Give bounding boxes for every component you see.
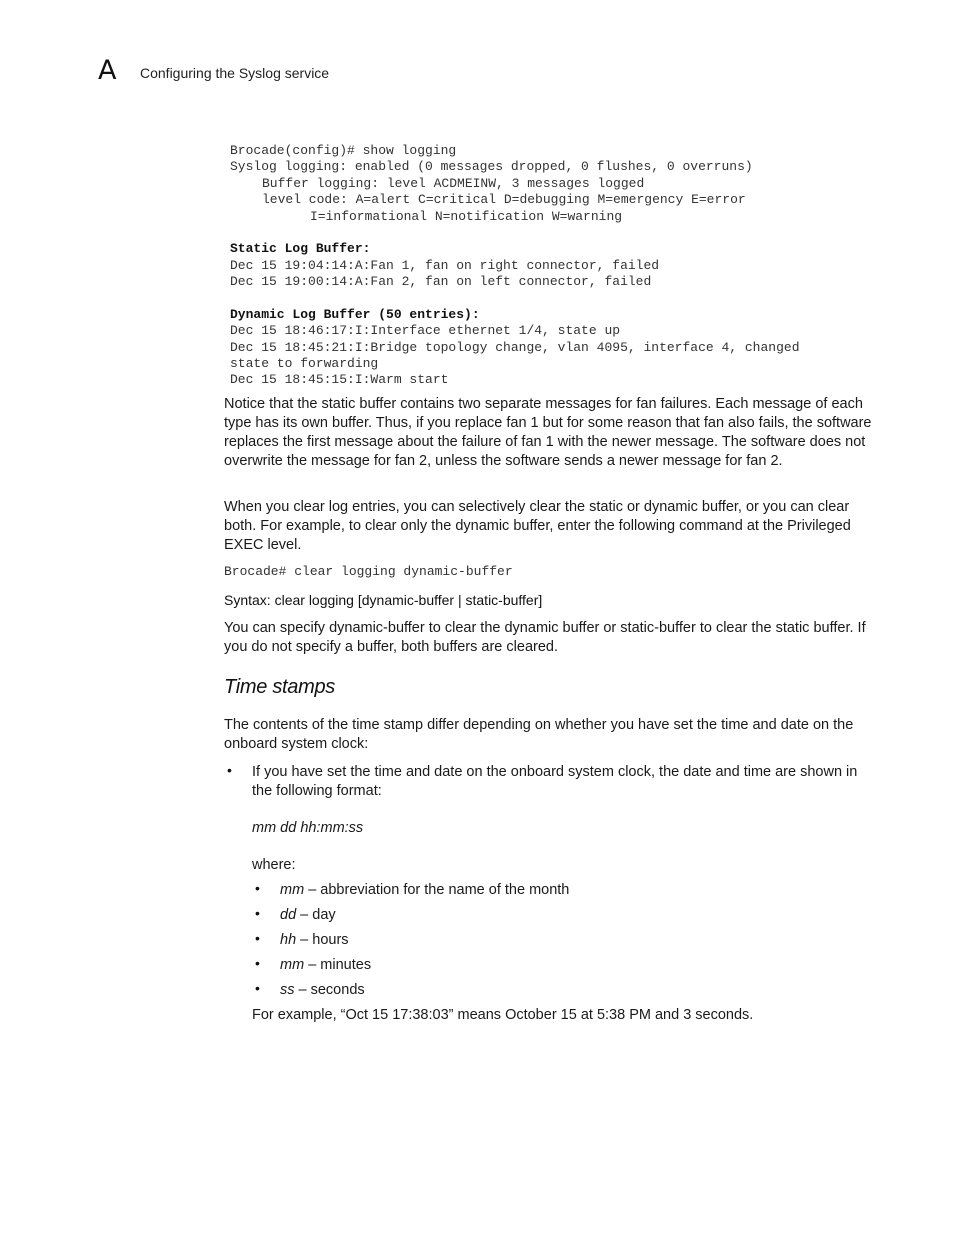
- code-line: Dec 15 18:46:17:I:Interface ethernet 1/4, state up: [230, 323, 621, 339]
- code-line: Dec 15 18:45:15:I:Warm start: [230, 372, 449, 388]
- section-title-time-stamps: Time stamps: [224, 676, 335, 698]
- desc: – day: [296, 907, 336, 923]
- code-line: Dec 15 19:00:14:A:Fan 2, fan on left connector, failed: [230, 274, 652, 290]
- text: You can specify: [224, 620, 330, 636]
- desc: – minutes: [304, 957, 372, 973]
- code-line: level code: A=alert C=critical D=debugging M=emergency E=error: [262, 192, 746, 208]
- keyword-dynamic-buffer: dynamic-buffer: [329, 620, 425, 636]
- code-line: Dec 15 19:04:14:A:Fan 1, fan on right connector, failed: [230, 257, 660, 273]
- clear-logging-command: Brocade# clear logging dynamic-buffer: [224, 564, 513, 579]
- desc: – hours: [296, 932, 349, 948]
- sub-bullet-item: [280, 931, 780, 950]
- page-header: [98, 56, 798, 86]
- where-label: where:: [252, 857, 296, 873]
- chapter-letter: A: [98, 55, 117, 86]
- desc: – seconds: [294, 982, 365, 998]
- code-spacer: [230, 225, 910, 241]
- bullet-icon: •: [255, 955, 260, 971]
- time-format: mm dd hh:mm:ss: [252, 820, 364, 836]
- term: mm: [280, 957, 305, 973]
- desc: – abbreviation for the name of the month: [304, 882, 570, 898]
- syntax-line: Syntax: clear logging [dynamic-buffer | static-buffer]: [224, 592, 543, 608]
- code-line: Dec 15 18:45:21:I:Bridge topology change, vlan 4095, interface 4, changed: [230, 339, 800, 355]
- dynamic-buffer-heading: Dynamic Log Buffer (50 entries):: [230, 306, 480, 322]
- sub-bullet-item: [280, 956, 780, 975]
- term: ss: [280, 982, 295, 998]
- code-line: Syslog logging: enabled (0 messages dropped, 0 flushes, 0 overruns): [230, 159, 753, 175]
- sub-bullet-item: [280, 981, 780, 1000]
- text: to clear the dynamic buffer or: [424, 620, 621, 636]
- sub-bullet-item: [280, 881, 780, 900]
- term: mm: [280, 882, 305, 898]
- paragraph-time-stamp-intro: The contents of the time stamp differ depending on whether you have set the time and date on the onboard system clock:: [224, 717, 854, 752]
- keyword-static-buffer: static-buffer: [620, 620, 696, 636]
- running-title: Configuring the Syslog service: [140, 65, 330, 81]
- code-line: Buffer logging: level ACDMEINW, 3 messages logged: [262, 175, 645, 191]
- code-line: Brocade(config)# show logging: [230, 143, 457, 158]
- code-spacer: [230, 291, 910, 307]
- bullet-icon: •: [255, 980, 260, 996]
- bullet-icon: •: [255, 905, 260, 921]
- example-text: For example, “Oct 15 17:38:03” means October 15 at 5:38 PM and 3 seconds.: [252, 1007, 754, 1023]
- paragraph-static-buffer: Notice that the static buffer contains two separate messages for fan failures. Each message of each type has its own buffer. Thus, if you replace fan 1 but for some reason that fan also fails, the software replaces the first message about the failure of fan 1 with the newer message. The software does not overwrite the message for fan 2, unless the software sends a newer message for fan 2.: [224, 396, 872, 469]
- bullet-item-clock-set: If you have set the time and date on the onboard system clock, the date and time are shown in the following format:: [252, 764, 858, 799]
- sub-bullet-item: [280, 906, 780, 925]
- bullet-icon: •: [255, 930, 260, 946]
- paragraph-clear-entries: When you clear log entries, you can selectively clear the static or dynamic buffer, or you can clear both. For example, to clear only the dynamic buffer, enter the following command at the Privileged EXEC level.: [224, 499, 851, 553]
- paragraph-specify-buffer: [224, 619, 872, 657]
- text: to clear the static buffer. If you do not specify a buffer, both buffers are cleared.: [224, 620, 866, 655]
- show-logging-code-block: [230, 143, 910, 389]
- code-line: state to forwarding: [230, 356, 379, 372]
- bullet-icon: •: [255, 880, 260, 896]
- static-buffer-heading: Static Log Buffer:: [230, 241, 371, 257]
- code-line: I=informational N=notification W=warning: [310, 208, 623, 224]
- bullet-icon: •: [227, 762, 232, 778]
- term: hh: [280, 932, 297, 948]
- term: dd: [280, 907, 297, 923]
